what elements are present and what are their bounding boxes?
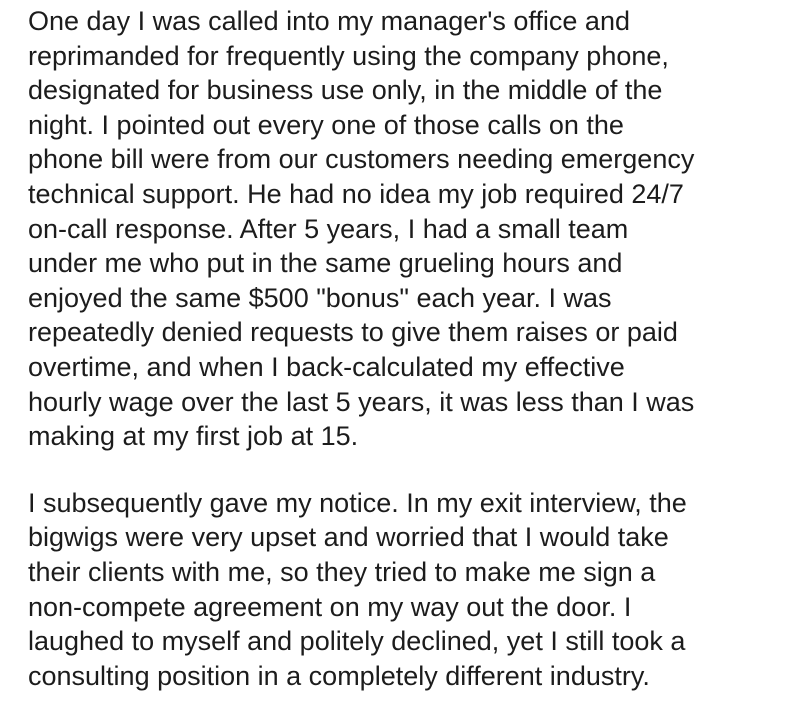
text-line: reprimanded for frequently using the company phone, <box>28 40 669 71</box>
text-line: under me who put in the same grueling hours and <box>28 248 623 279</box>
paragraph-spacer <box>28 454 788 486</box>
text-line: enjoyed the same $500 "bonus" each year. I was <box>28 282 612 313</box>
text-line: night. I pointed out every one of those calls on the <box>28 109 624 140</box>
document-text <box>28 4 788 693</box>
text-line: designated for business use only, in the middle of the <box>28 75 663 106</box>
text-line: bigwigs were very upset and worried that I would take <box>28 522 669 553</box>
paragraph-2 <box>28 486 788 694</box>
text-line: technical support. He had no idea my job required 24/7 <box>28 178 684 209</box>
text-line: hourly wage over the last 5 years, it was less than I was <box>28 386 695 417</box>
text-line: on-call response. After 5 years, I had a small team <box>28 213 629 244</box>
text-line: their clients with me, so they tried to make me sign a <box>28 556 656 587</box>
text-line: I subsequently gave my notice. In my exit interview, the <box>28 487 687 518</box>
paragraph-1 <box>28 4 788 454</box>
text-line: non-compete agreement on my way out the door. I <box>28 591 632 622</box>
text-line: making at my first job at 15. <box>28 421 359 452</box>
text-line: One day I was called into my manager's office and <box>28 6 630 36</box>
text-line: repeatedly denied requests to give them raises or paid <box>28 317 678 348</box>
text-line: overtime, and when I back-calculated my effective <box>28 351 625 382</box>
text-line: phone bill were from our customers needing emergency <box>28 144 695 175</box>
text-line: consulting position in a completely different industry. <box>28 660 650 691</box>
text-line: laughed to myself and politely declined, yet I still took a <box>28 626 686 657</box>
